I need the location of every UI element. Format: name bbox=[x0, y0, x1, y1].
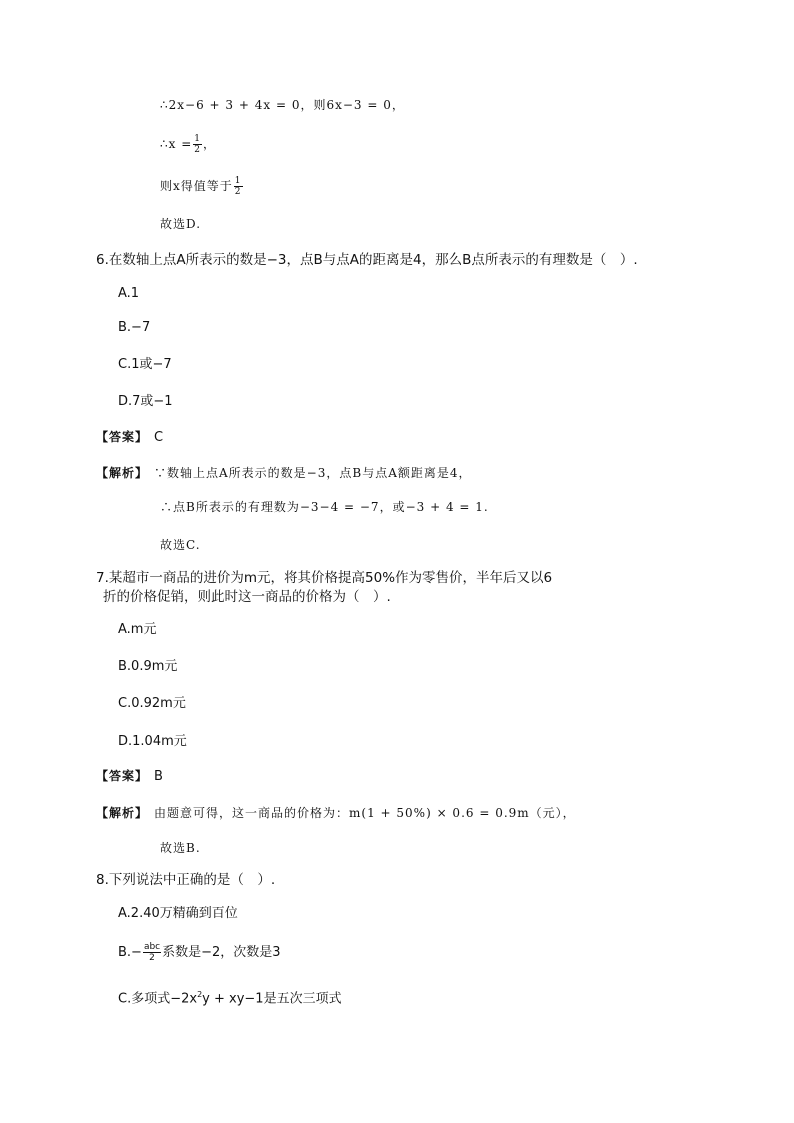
solution-line: ∴x = $\frac{1}{2}$ ， bbox=[160, 134, 217, 155]
q7-answer bbox=[96, 766, 163, 787]
question-8-stem: 8.下列说法中正确的是（ ）. bbox=[96, 872, 276, 888]
q7-option-b: B.0.9m元 bbox=[118, 659, 178, 674]
question-6-stem: 6.在数轴上点A所表示的数是−3，点B与点A的距离是4，那么B点所表示的有理数是（ ）. bbox=[96, 252, 638, 268]
q6-analysis bbox=[96, 463, 472, 483]
q7-option-d: D.1.04m元 bbox=[118, 734, 187, 749]
analysis-text: 由题意可得，这一商品的价格为：m(1 + 50%) × 0.6 = 0.9m（元）， bbox=[154, 806, 576, 820]
q6-option-b: B.−7 bbox=[118, 320, 151, 335]
analysis-label: 【解析】 bbox=[96, 466, 149, 480]
q8-option-a: A.2.40万精确到百位 bbox=[118, 906, 238, 921]
q7-option-a: A.m元 bbox=[118, 622, 157, 637]
solution-line: ∴2x−6 + 3 + 4x = 0，则6x−3 = 0， bbox=[160, 98, 405, 112]
q6-option-a: A.1 bbox=[118, 286, 140, 301]
question-7-stem-cont: 折的价格促销，则此时这一商品的价格为（ ）. bbox=[103, 589, 391, 605]
fraction: $\frac{1}{2}$ bbox=[234, 176, 242, 197]
analysis-text: ∵数轴上点A所表示的数是−3，点B与点A额距离是4， bbox=[154, 466, 472, 480]
analysis-label: 【解析】 bbox=[96, 806, 149, 820]
q7-option-c: C.0.92m元 bbox=[118, 696, 186, 711]
fraction: $\frac{1}{2}$ bbox=[194, 134, 202, 155]
q6-option-d: D.7或−1 bbox=[118, 394, 173, 409]
q7-analysis bbox=[96, 803, 576, 823]
solution-conclusion: 故选D. bbox=[160, 217, 202, 231]
q6-answer bbox=[96, 427, 163, 448]
fraction: $\frac{\text{abc}}{2}$ bbox=[143, 942, 161, 963]
answer-value: B bbox=[154, 769, 163, 784]
answer-label: 【答案】 bbox=[96, 430, 149, 444]
answer-value: C bbox=[154, 430, 164, 445]
q8-option-c: C.多项式$-2x^2y + xy-1$是五次三项式 bbox=[118, 990, 342, 1007]
analysis-text: ∴点B所表示的有理数为−3−4 = −7，或−3 + 4 = 1. bbox=[160, 500, 489, 514]
solution-conclusion: 故选C. bbox=[160, 538, 201, 552]
exponent: 2 bbox=[197, 990, 203, 999]
solution-conclusion: 故选B. bbox=[160, 841, 201, 855]
question-7-stem: 7.某超市一商品的进价为m元，将其价格提高50%作为零售价，半年后又以6 bbox=[96, 570, 553, 586]
q6-option-c: C.1或−7 bbox=[118, 357, 172, 372]
solution-line: 则x得值等于 $\frac{1}{2}$ bbox=[160, 176, 242, 197]
q8-option-b: B.− $\frac{\text{abc}}{2}$ 系数是−2，次数是3 bbox=[118, 942, 281, 963]
answer-label: 【答案】 bbox=[96, 769, 149, 783]
